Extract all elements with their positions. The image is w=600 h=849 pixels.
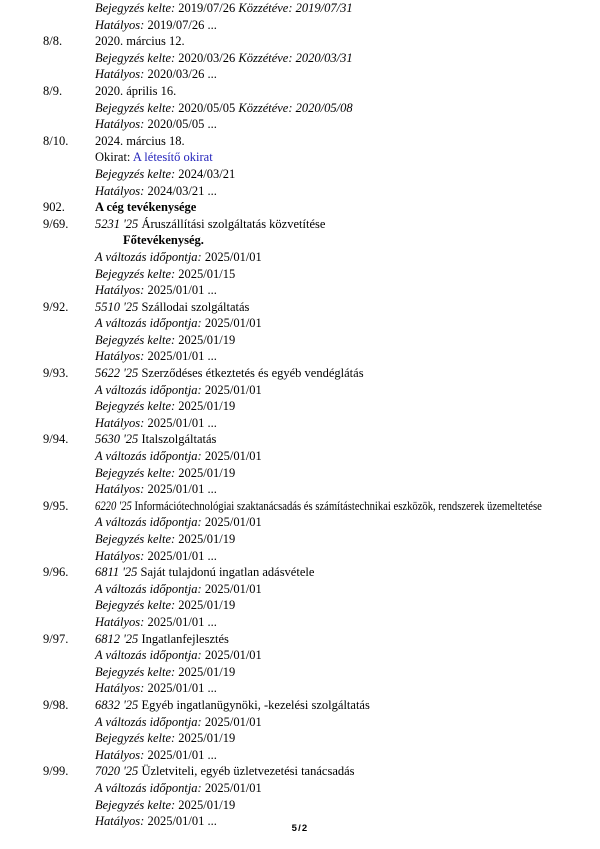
text-segment: A változás időpontja: — [95, 714, 205, 729]
text-segment: A változás időpontja: — [95, 249, 205, 264]
entry-content — [95, 448, 600, 465]
entry-content — [95, 149, 600, 166]
entry-content — [95, 714, 600, 731]
text-segment: 2025/01/01 — [204, 581, 262, 596]
entry-content — [95, 183, 600, 200]
entry-number: 9/98. — [43, 697, 69, 712]
entry-content — [95, 481, 600, 498]
text-segment: 2025/01/01 ... — [147, 415, 217, 430]
text-segment: A változás időpontja: — [95, 382, 205, 397]
entry-content — [95, 514, 600, 531]
text-segment: 5622 '25 — [95, 366, 142, 381]
text-segment: A cég tevékenysége — [95, 200, 197, 215]
entry-content — [95, 17, 600, 34]
entry-content — [95, 531, 600, 548]
text-segment: 2025/01/01 ... — [147, 349, 217, 364]
registry-line — [0, 166, 600, 183]
registry-line — [0, 514, 600, 531]
text-segment: Egyéb ingatlanügynöki, -kezelési szolgáltatás — [141, 697, 370, 712]
entry-content — [95, 697, 600, 714]
entry-content — [95, 199, 600, 216]
registry-line — [0, 714, 600, 731]
text-segment: Ingatlanfejlesztés — [141, 631, 229, 646]
entry-content — [95, 614, 600, 631]
registry-line — [0, 415, 600, 432]
text-segment: Bejegyzés kelte: — [95, 598, 179, 613]
registry-line — [0, 100, 600, 117]
text-segment: 2025/01/01 — [204, 780, 262, 795]
entry-number: 8/10. — [43, 133, 69, 148]
text-segment: 2019/07/26 — [178, 1, 239, 15]
text-segment: 2020/05/05 ... — [147, 117, 217, 132]
registry-line — [0, 66, 600, 83]
text-segment: 2025/01/01 — [204, 515, 262, 530]
text-segment: 2025/01/01 ... — [147, 747, 217, 762]
registry-line — [0, 17, 600, 34]
registry-line — [0, 365, 600, 382]
text-segment: 2025/01/01 — [204, 714, 262, 729]
entry-content — [95, 365, 600, 382]
text-segment: 2020/03/26 ... — [147, 67, 217, 82]
registry-line — [0, 597, 600, 614]
entry-content — [95, 747, 600, 764]
text-segment: Bejegyzés kelte: — [95, 399, 179, 414]
text-segment: Bejegyzés kelte: — [95, 166, 179, 181]
text-segment: 2025/01/19 — [178, 598, 236, 613]
registry-line — [0, 581, 600, 598]
text-segment: Okirat: — [95, 150, 133, 165]
entry-content — [95, 33, 600, 50]
registry-line — [0, 481, 600, 498]
registry-line — [0, 498, 600, 515]
entry-number: 9/99. — [43, 764, 69, 779]
text-segment: A változás időpontja: — [95, 780, 205, 795]
text-segment: 2025/01/19 — [178, 731, 236, 746]
text-segment: 2025/01/01 — [204, 382, 262, 397]
text-segment: 5630 '25 — [95, 432, 142, 447]
registry-line — [0, 730, 600, 747]
text-segment: 2024/03/21 ... — [147, 183, 217, 198]
entry-number: 9/69. — [43, 216, 69, 231]
text-segment: 2025/01/01 ... — [147, 681, 217, 696]
text-segment: 2025/01/19 — [178, 399, 236, 414]
text-segment: Bejegyzés kelte: — [95, 731, 179, 746]
entry-content — [95, 680, 600, 697]
text-segment: 2025/01/01 ... — [147, 814, 217, 829]
entry-content — [95, 398, 600, 415]
text-segment: Áruszállítási szolgáltatás közvetítése — [141, 216, 326, 231]
entry-content — [95, 647, 600, 664]
text-segment: 2025/01/01 — [204, 449, 262, 464]
registry-line — [0, 697, 600, 714]
registry-line — [0, 266, 600, 283]
entry-content — [95, 232, 600, 249]
entry-content — [95, 581, 600, 598]
text-segment: Bejegyzés kelte: — [95, 797, 179, 812]
entry-content — [95, 564, 600, 581]
registry-line — [0, 465, 600, 482]
text-segment: 6811 '25 — [95, 565, 141, 580]
text-segment: A változás időpontja: — [95, 581, 205, 596]
entry-number: 9/97. — [43, 631, 69, 646]
entry-number: 902. — [43, 200, 65, 215]
entry-number: 9/96. — [43, 565, 69, 580]
text-segment: 5231 '25 — [95, 216, 142, 231]
text-segment: Közzétéve: 2020/05/08 — [238, 100, 353, 115]
registry-line — [0, 50, 600, 67]
text-segment: Bejegyzés kelte: — [95, 1, 179, 15]
text-segment: Üzletviteli, egyéb üzletvezetési tanácsadás — [141, 764, 355, 779]
entry-number: 8/8. — [43, 34, 63, 49]
text-segment: 2025/01/01 ... — [147, 614, 217, 629]
text-segment: Hatályos: — [95, 614, 148, 629]
entry-content — [95, 664, 600, 681]
text-segment: 6812 '25 — [95, 631, 142, 646]
registry-line — [0, 398, 600, 415]
text-segment: Bejegyzés kelte: — [95, 100, 179, 115]
registry-line — [0, 315, 600, 332]
registry-line — [0, 631, 600, 648]
text-segment: Bejegyzés kelte: — [95, 532, 179, 546]
text-segment: Saját tulajdonú ingatlan adásvétele — [140, 565, 315, 580]
entry-content — [95, 730, 600, 747]
text-segment: A változás időpontja: — [95, 316, 205, 331]
text-segment: 2019/07/26 ... — [147, 17, 217, 32]
text-segment: Bejegyzés kelte: — [95, 465, 179, 480]
entry-content — [95, 797, 600, 814]
text-segment: Szállodai szolgáltatás — [141, 299, 250, 314]
entry-content — [95, 83, 600, 100]
text-segment: Hatályos: — [95, 117, 148, 132]
text-segment: Hatályos: — [95, 283, 148, 298]
entry-content — [95, 597, 600, 614]
text-segment: Hatályos: — [95, 814, 148, 829]
text-segment: 5510 '25 — [95, 299, 142, 314]
registry-line — [0, 332, 600, 349]
text-segment: 2020. április 16. — [95, 83, 177, 98]
text-segment: 2025/01/19 — [178, 332, 236, 347]
registry-line — [0, 797, 600, 814]
entry-number: 9/93. — [43, 366, 69, 381]
text-segment: Szerződéses étkeztetés és egyéb vendéglátás — [141, 366, 364, 381]
registry-line — [0, 431, 600, 448]
entry-content — [95, 282, 600, 299]
registry-line — [0, 448, 600, 465]
text-segment: Italszolgáltatás — [141, 432, 217, 447]
text-segment: 2025/01/01 — [204, 249, 262, 264]
text-segment: 2025/01/15 — [178, 266, 236, 281]
registry-line — [0, 133, 600, 150]
registry-line — [0, 33, 600, 50]
text-segment: 2025/01/01 — [204, 316, 262, 331]
registry-line — [0, 183, 600, 200]
text-segment: Információtechnológiai szaktanácsadás és számítástechnikai eszközök, rendszerek üzemeltetése — [134, 498, 542, 513]
registry-line — [0, 232, 600, 249]
okirat-link[interactable]: A létesítő okirat — [132, 150, 213, 165]
registry-line — [0, 382, 600, 399]
registry-line — [0, 747, 600, 764]
registry-line — [0, 564, 600, 581]
text-segment: Közzétéve: 2020/03/31 — [238, 50, 353, 65]
text-segment: Hatályos: — [95, 681, 148, 696]
text-segment: 2025/01/01 ... — [147, 283, 217, 298]
text-segment: Bejegyzés kelte: — [95, 332, 179, 347]
text-segment: Hatályos: — [95, 67, 148, 82]
entry-content — [95, 382, 600, 399]
text-segment: Közzétéve: 2019/07/31 — [238, 1, 353, 15]
text-segment: 6832 '25 — [95, 697, 142, 712]
registry-line — [0, 282, 600, 299]
entry-content — [95, 50, 600, 67]
text-segment: 2020. március 12. — [95, 34, 185, 49]
text-segment: 2025/01/19 — [178, 797, 236, 812]
entry-number: 8/9. — [43, 83, 63, 98]
text-segment: Hatályos: — [95, 17, 148, 32]
text-segment: 2025/01/01 ... — [147, 548, 217, 563]
text-segment: 2024/03/21 — [178, 166, 236, 181]
text-segment: Bejegyzés kelte: — [95, 50, 179, 65]
registry-line — [0, 531, 600, 548]
entry-content — [95, 780, 600, 797]
registry-line — [0, 216, 600, 233]
text-segment: Bejegyzés kelte: — [95, 664, 179, 679]
text-segment: 6220 '25 — [95, 498, 135, 513]
entry-number: 9/95. — [43, 498, 69, 513]
text-segment: 2025/01/19 — [178, 664, 236, 679]
entry-content — [95, 166, 600, 183]
entry-number: 9/92. — [43, 299, 69, 314]
entry-content — [95, 431, 600, 448]
entry-content — [95, 266, 600, 283]
entry-content — [95, 66, 600, 83]
entry-content — [95, 332, 600, 349]
text-segment: Hatályos: — [95, 548, 148, 563]
entry-content — [95, 116, 600, 133]
text-segment: Bejegyzés kelte: — [95, 266, 179, 281]
entry-number: 9/94. — [43, 432, 69, 447]
entry-content — [95, 763, 600, 780]
registry-line — [0, 647, 600, 664]
text-segment: A változás időpontja: — [95, 515, 205, 530]
entry-content — [95, 498, 542, 515]
text-segment: 2025/01/01 — [204, 648, 262, 663]
text-segment: A változás időpontja: — [95, 648, 205, 663]
entry-content — [95, 249, 600, 266]
entry-content — [95, 465, 600, 482]
text-segment: 2025/01/19 — [178, 465, 236, 480]
entry-content — [95, 631, 600, 648]
text-segment: Hatályos: — [95, 747, 148, 762]
registry-line — [0, 83, 600, 100]
registry-line — [0, 664, 600, 681]
entry-content — [95, 133, 600, 150]
text-segment: Hatályos: — [95, 415, 148, 430]
text-segment: Hatályos: — [95, 482, 148, 497]
entry-content — [95, 100, 600, 117]
page-number: 5/2 — [291, 823, 309, 834]
text-segment: 2020/03/26 — [178, 50, 239, 65]
registry-line — [0, 548, 600, 565]
registry-line — [0, 116, 600, 133]
text-segment: A változás időpontja: — [95, 449, 205, 464]
entry-content — [95, 415, 600, 432]
text-segment: 2025/01/19 — [178, 532, 236, 546]
text-segment: 2025/01/01 ... — [147, 482, 217, 497]
text-segment: Hatályos: — [95, 183, 148, 198]
registry-line — [0, 348, 600, 365]
registry-line — [0, 249, 600, 266]
entry-content — [95, 0, 600, 17]
registry-line — [0, 299, 600, 316]
text-segment: Hatályos: — [95, 349, 148, 364]
registry-line — [0, 199, 600, 216]
entry-content — [95, 299, 600, 316]
registry-line — [0, 763, 600, 780]
registry-line — [0, 614, 600, 631]
entry-content — [95, 348, 600, 365]
text-segment: 7020 '25 — [95, 764, 142, 779]
registry-line — [0, 0, 600, 17]
entry-content — [95, 315, 600, 332]
entry-content — [95, 216, 600, 233]
registry-line — [0, 149, 600, 166]
registry-line — [0, 680, 600, 697]
text-segment: 2020/05/05 — [178, 100, 239, 115]
entry-content — [95, 548, 600, 565]
registry-line — [0, 780, 600, 797]
text-segment: 2024. március 18. — [95, 133, 185, 148]
text-segment: Főtevékenység. — [123, 233, 204, 248]
